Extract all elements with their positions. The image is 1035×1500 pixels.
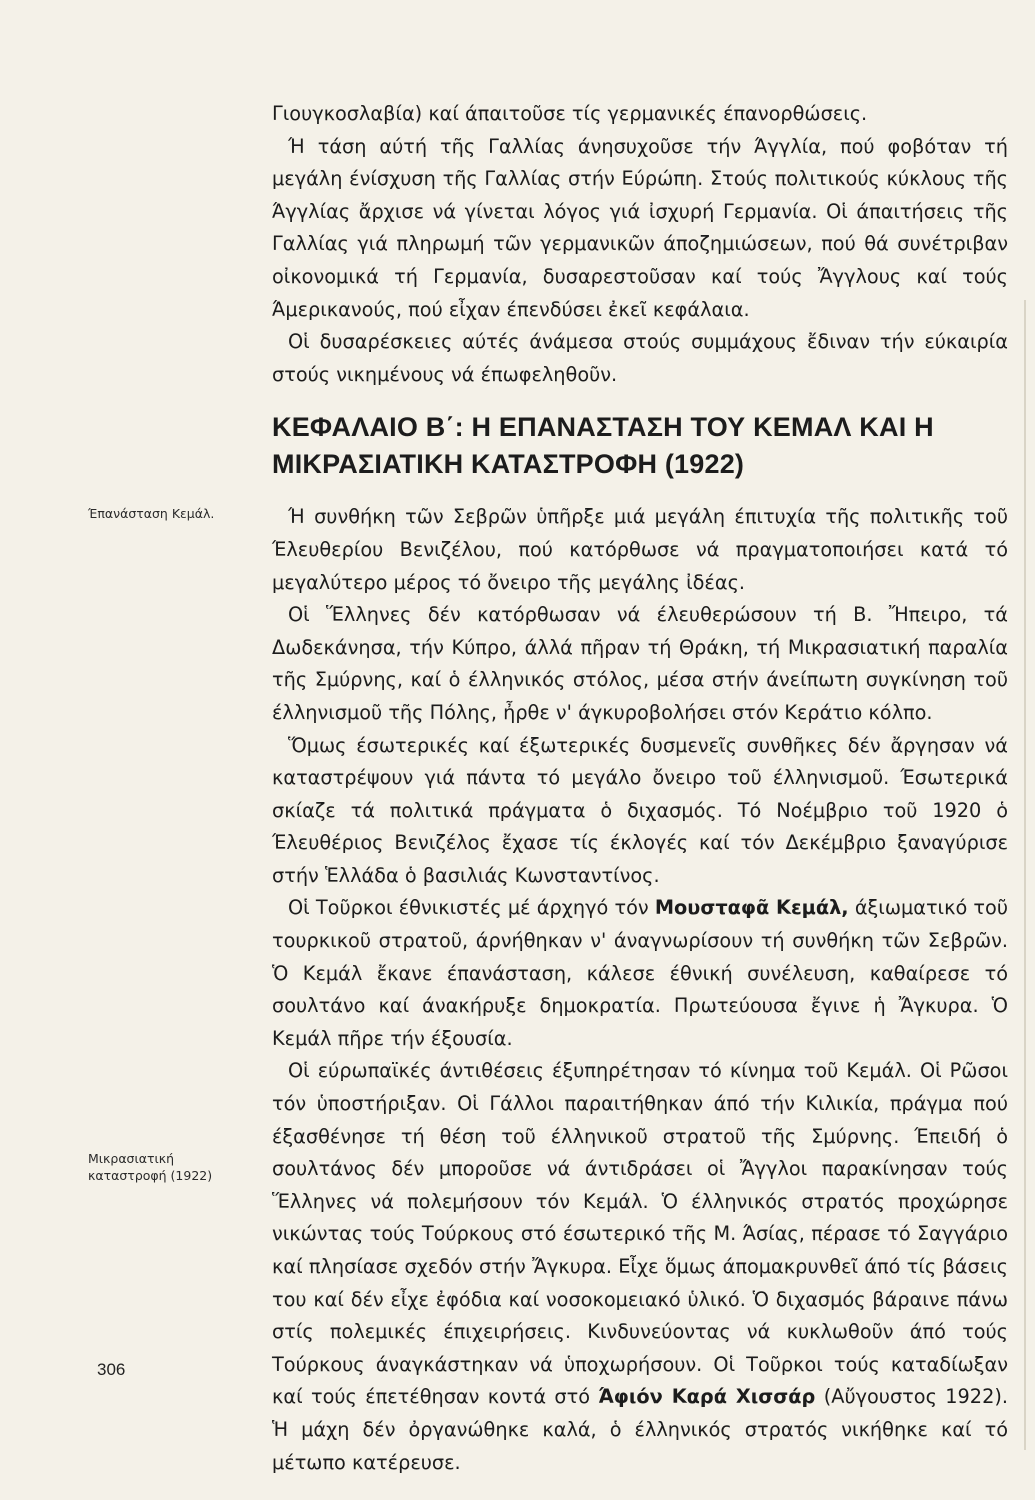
chapter-heading: ΚΕΦΑΛΑΙΟ Β΄: Η ΕΠΑΝΑΣΤΑΣΗ ΤΟΥ ΚΕΜΑΛ ΚΑΙ Η ΜΙΚΡΑΣΙΑΤΙΚΗ ΚΑΤΑΣΤΡΟΦΗ (1922) [272,412,934,480]
intro-paragraph: Οἱ δυσαρέσκειες αύτές άνάμεσα στούς συμμάχους ἔδιναν τήν εύκαιρία στούς νικημένους νά έπωφεληθοῦν. [272,330,1008,386]
page-edge-divider [1024,300,1026,1450]
page-number: 306 [97,1360,126,1379]
body-paragraph: Ὅμως έσωτερικές καί έξωτερικές δυσμενεῖς συνθῆκες δέν ἄργησαν νά καταστρέψουν γιά πάντα τό μεγάλο ὄνειρο τοῦ έλληνισμοῦ. Έσωτερικά σκίαζε τά πολιτικά πράγματα ὁ διχασμός. Τό Νοέμβριο τοῦ 1920 ὁ Έλευθέριος Βενιζέλος ἔχασε τίς έκλογές καί τόν Δεκέμβριο ξαναγύρισε στήν Ἑλλάδα ὁ βασιλιάς Κωνσταντίνος. [272,733,1008,887]
body-paragraph: Οἱ Ἕλληνες δέν κατόρθωσαν νά έλευθερώσουν τή Β. Ἤπειρο, τά Δωδεκάνησα, τήν Κύπρο, άλλά πῆραν τή Θράκη, τή Μικρασιατική παραλία τῆς Σμύρνης, καί ὁ έλληνικός στόλος, μέσα στήν άνείπωτη συγκίνηση τοῦ έλληνισμοῦ τῆς Πόλης, ἦρθε ν' άγκυροβολήσει στόν Κεράτιο κόλπο. [272,603,1008,724]
margin-note-line: καταστροφή (1922) [88,1168,213,1183]
body-paragraph [272,1055,1008,1479]
text-run: (Αὔγουστος 1922). Ἡ μάχη δέν ὀργανώθηκε καλά, ὁ έλληνικός στρατός νικήθηκε καί τό μέτωπο κατέρευσε. [272,1385,1008,1474]
intro-paragraph: Ή τάση αύτή τῆς Γαλλίας άνησυχοῦσε τήν Άγγλία, πού φοβόταν τή μεγάλη ένίσχυση τῆς Γαλλίας στήν Εύρώπη. Στούς πολιτικούς κύκλους τῆς Άγγλίας ἄρχισε νά γίνεται λόγος γιά ἰσχυρή Γερμανία. Οἱ άπαιτήσεις τῆς Γαλλίας γιά πληρωμή τῶν γερμανικῶν άποζημιώσεων, πού θά συνέτριβαν οἰκονομικά τή Γερμανία, δυσαρεστοῦσαν καί τούς Ἄγγλους καί τούς Άμερικανούς, πού εἶχαν έπενδύσει ἐκεῖ κεφάλαια. [272,134,1008,321]
text-run: Οἱ Τοῦρκοι έθνικιστές μέ άρχηγό τόν [288,896,655,920]
intro-paragraph: Γιουγκοσλαβία) καί άπαιτοῦσε τίς γερμανικές έπανορθώσεις. [272,102,868,125]
text-run: Οἱ εύρωπαϊκές άντιθέσεις έξυπηρέτησαν τό κίνημα τοῦ Κεμάλ. Οἱ Ρῶσοι τόν ὑποστήριξαν. Οἱ Γάλλοι παραιτήθηκαν άπό τήν Κιλικία, πράγμα πού έξασθένησε τή θέση τοῦ έλληνικοῦ στρατοῦ τῆς Σμύρνης. Έπειδή ὁ σουλτάνος δέν μποροῦσε νά άντιδράσει οἱ Ἄγγλοι παρακίνησαν τούς Ἕλληνες νά πολεμήσουν τόν Κεμάλ. Ὁ έλληνικός στρατός προχώρησε νικώντας τούς Τούρκους στό έσωτερικό τῆς Μ. Άσίας, πέρασε τό Σαγγάριο καί πλησίασε σχεδόν στήν Ἄγκυρα. Εἶχε ὅμως άπομακρυνθεῖ άπό τίς βάσεις του καί δέν εἶχε ἐφόδια καί νοσοκομειακό ὑλικό. Ὁ διχασμός βάραινε πάνω στίς πολεμικές έπιχειρήσεις. Κινδυνεύοντας νά κυκλωθοῦν άπό τούς Τούρκους άναγκάστηκαν νά ὑποχωρήσουν. Οἱ Τοῦρκοι τούς καταδίωξαν καί τούς έπετέθησαν κοντά στό [272,1059,1008,1409]
margin-note-kemal-revolution: Έπανάσταση Κεμάλ. [88,506,215,521]
bold-place-afion-karahisar: Άφιόν Καρά Χισσάρ [598,1385,816,1409]
main-text-column [272,98,1008,1479]
margin-note-asia-minor-catastrophe [88,1150,248,1184]
text-run: άξιωματικό τοῦ τουρκικοῦ στρατοῦ, άρνήθηκαν ν' άναγνωρίσουν τή συνθήκη τῶν Σεβρῶν. Ὁ Κεμάλ ἔκανε έπανάσταση, κάλεσε έθνική συνέλευση, καθαίρεσε τό σουλτάνο καί άνακήρυξε δημοκρατία. Πρωτεύουσα ἔγινε ἡ Ἄγκυρα. Ὁ Κεμάλ πῆρε τήν έξουσία. [272,896,1008,1050]
bold-name-kemal: Μουσταφᾶ Κεμάλ, [654,896,849,920]
margin-note-line: Μικρασιατική [88,1151,174,1166]
body-paragraph: Ή συνθήκη τῶν Σεβρῶν ὑπῆρξε μιά μεγάλη έπιτυχία τῆς πολιτικῆς τοῦ Έλευθερίου Βενιζέλου, πού κατόρθωσε νά πραγματοποιήσει κατά τό μεγαλύτερο μέρος τό ὄνειρο τῆς μεγάλης ἰδέας. [272,505,1008,594]
body-paragraph [272,892,1008,1055]
